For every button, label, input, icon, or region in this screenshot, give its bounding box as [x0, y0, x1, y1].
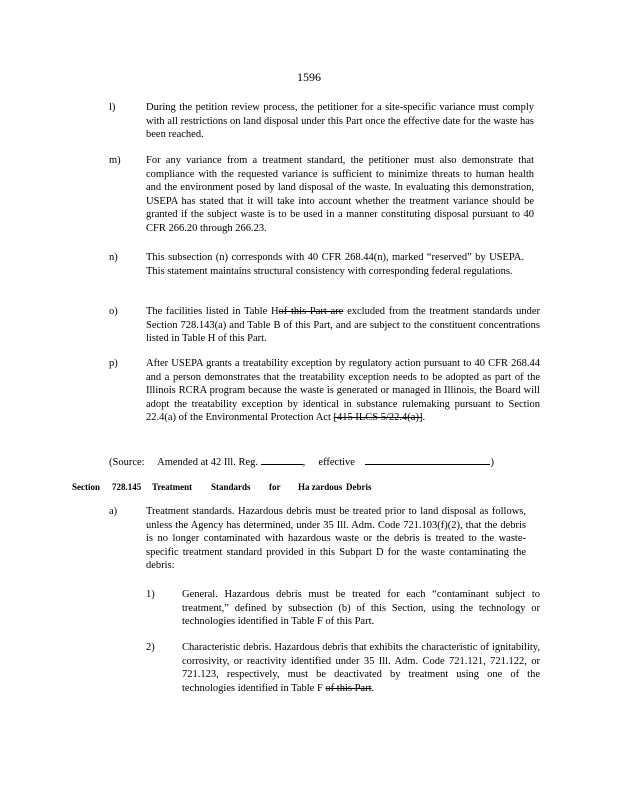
heading-word: for [269, 482, 281, 492]
item-label: m) [109, 155, 121, 166]
item-label: n) [109, 252, 118, 263]
section-label: Section [72, 482, 100, 492]
item-text-part: After USEPA grants a treatability exception by regulatory action pursuant to 40 CFR 268.44 and a person demonstrates that the treatability exception needs to be adopted as part of the Illinois RCRA program because the waste is generated or managed in Illinois, the Board will adopt the treatability exception by identical in substance rulemaking pursuant to Section 22.4(a) of the Environmental Protection Act [146, 358, 540, 424]
item-text [146, 357, 540, 425]
item-label: a) [109, 506, 118, 517]
heading-word: Standards [211, 482, 251, 492]
item-label: p) [109, 358, 118, 369]
source-prefix: (Source: [109, 457, 145, 468]
heading-word: Debris [346, 482, 372, 492]
struck-text: [415 ILCS 5/22.4(a)] [333, 412, 423, 424]
item-text: For any variance from a treatment standard, the petitioner must also demonstrate that compliance with the requested variance is sufficient to minimize threats to human health and the environment posed by land disposal of the waste. In evaluating this demonstration, USEPA has stated that it will take into account whether the treatment variance should be granted if the subject waste is to be used in a manner constituting disposal pursuant to 40 CFR 266.20 through 266.23. [146, 155, 534, 234]
item-label: l) [109, 102, 116, 113]
heading-word: Treatment [152, 482, 193, 492]
item-text-part: . [422, 412, 426, 424]
source-effective: effective [318, 457, 355, 468]
item-text-part: Characteristic debris. Hazardous debris that exhibits the characteristic of ignitability, corrosivity, or reactivity identified under 35 Ill. Adm. Code 721.121, 721.122, or 721.123, respectively, must be deactivated by treatment using one of the technologies identified in Table F [182, 642, 540, 694]
item-text: During the petition review process, the petitioner for a site-specific variance must comply with all restrictions on land disposal under this Part once the effective date for the waste has been reached. [146, 102, 534, 141]
source-amended: Amended at 42 Ill. Reg. [157, 457, 259, 468]
page-number: 1596 [297, 70, 321, 84]
item-text [146, 305, 540, 346]
item-text-part: . [371, 682, 375, 694]
heading-word: Ha zardous [298, 482, 343, 492]
item-text-part: The facilities listed in Table H [146, 306, 279, 317]
item-text: This subsection (n) corresponds with 40 CFR 268.44(n), marked “reserved” by USEPA. This statement maintains structural consistency with corresponding federal regulations. [146, 252, 524, 277]
source-suffix: ) [490, 457, 494, 468]
item-label: o) [109, 306, 118, 317]
date-blank [365, 454, 490, 465]
item-text: Treatment standards. Hazardous debris must be treated prior to land disposal as follows, unless the Agency has determined, under 35 Ill. Adm. Code 721.103(f)(2), that the debris is no longer contaminated with hazardous waste or the debris is treated to the waste-specific treatment standard provided in this Subpart D for the waste contaminating the debris: [146, 506, 526, 572]
item-text: General. Hazardous debris must be treated for each “contaminant subject to treatment,” defined by subsection (b) of this Section, using the technology or technologies identified in Table F of this Part. [182, 589, 540, 628]
reg-blank [261, 454, 303, 465]
section-heading [0, 482, 618, 496]
section-number: 728.145 [112, 482, 142, 492]
struck-text: of this Part are [278, 306, 344, 317]
item-text [182, 641, 540, 695]
item-text-part: excluded from the treatment standards under Section 728.143(a) and Table B of this Part, and are subject to the constituent concentrations listed in Table H of this Part. [146, 306, 541, 345]
struck-text: of this Part [325, 682, 372, 694]
source-note: (Source: Amended at 42 Ill. Reg. , effective ) [109, 454, 529, 470]
item-label: 2) [146, 642, 155, 653]
item-label: 1) [146, 589, 155, 600]
